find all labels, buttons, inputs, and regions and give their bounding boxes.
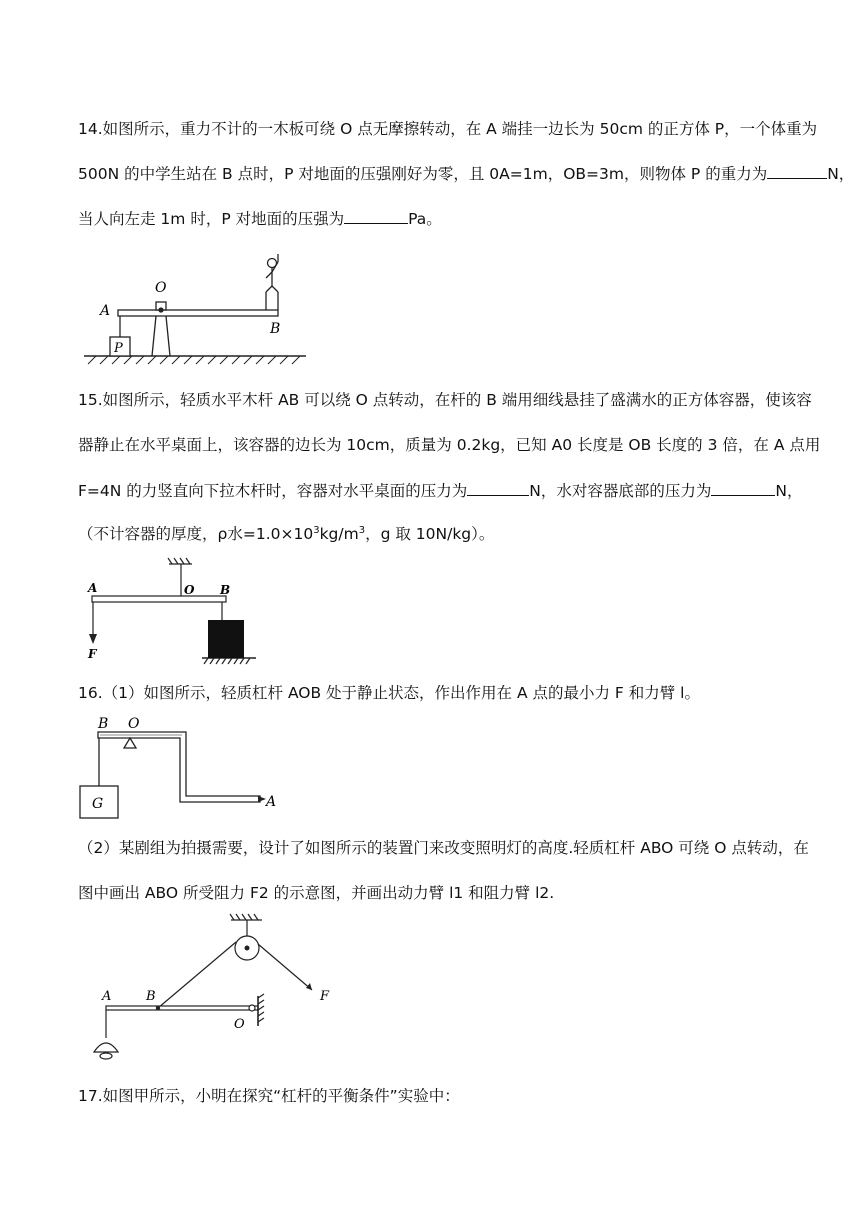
q15-line-4-text: （不计容器的厚度，ρ水=1.0×10 — [78, 525, 314, 543]
q14-blank-2[interactable] — [344, 208, 408, 224]
q15-line-4-end: ，g 取 10N/kg）。 — [365, 525, 495, 543]
q15-label-f: F — [88, 647, 97, 661]
q15-label-a: A — [88, 581, 98, 595]
q16-label-g: G — [92, 796, 104, 812]
q16-part-2-line-2: 图中画出 ABO 所受阻力 F2 的示意图，并画出动力臂 l1 和阻力臂 l2. — [78, 884, 555, 902]
q15-blank-2[interactable] — [711, 480, 775, 496]
q14-label-o: O — [155, 280, 167, 296]
q15-line-3-unit: N， — [775, 482, 803, 500]
q14-line-3 — [78, 208, 790, 229]
q15-line-3 — [78, 480, 803, 501]
q15-line-3-mid: N，水对容器底部的压力为 — [529, 482, 712, 500]
q14-label-p: P — [114, 341, 123, 356]
q16-label-a: A — [266, 794, 277, 810]
q16-label-o: O — [128, 716, 140, 732]
q15-line-1: 15.如图所示，轻质水平木杆 AB 可以绕 O 点转动，在杆的 B 端用细线悬挂了盛满水的正方体容器，使该容 — [78, 391, 812, 409]
q16-fig2-label-f: F — [320, 989, 330, 1004]
q14-label-a: A — [100, 303, 111, 319]
q14-line-2 — [78, 163, 855, 184]
q14-line-3-unit: Pa。 — [408, 210, 442, 228]
q15-label-o: O — [184, 583, 195, 597]
q16-figure-2 — [88, 914, 358, 1074]
q15-label-b: B — [220, 583, 231, 597]
q16-fig2-label-o: O — [234, 1017, 245, 1032]
q14-line-2-text: 500N 的中学生站在 B 点时，P 对地面的压强刚好为零，且 0A=1m，OB=3m，则物体 P 的重力为 — [78, 165, 768, 183]
q15-line-3-text: F=4N 的力竖直向下拉木杆时，容器对水平桌面的压力为 — [78, 482, 468, 500]
q15-sup-1: 3 — [313, 524, 320, 536]
q14-figure — [80, 248, 310, 368]
q15-line-4 — [78, 524, 790, 544]
q14-label-b: B — [270, 321, 281, 337]
q16-label-b: B — [98, 716, 109, 732]
q16-part-2-line-1: （2）某剧组为拍摄需要，设计了如图所示的装置门来改变照明灯的高度.轻质杠杆 ABO 可绕 O 点转动，在 — [78, 839, 809, 857]
q15-blank-1[interactable] — [467, 480, 529, 496]
q14-line-2-unit: N， — [827, 165, 855, 183]
q14-blank-1[interactable] — [767, 163, 827, 179]
q16-fig2-label-a: A — [102, 989, 112, 1004]
q14-line-3-text: 当人向左走 1m 时，P 对地面的压强为 — [78, 210, 345, 228]
q16-part-1: 16.（1）如图所示，轻质杠杆 AOB 处于静止状态，作出作用在 A 点的最小力 F 和力臂 l。 — [78, 684, 700, 702]
q15-figure — [84, 558, 264, 668]
q15-sup-2: 3 — [358, 524, 366, 536]
q17-line-1: 17.如图甲所示，小明在探究“杠杆的平衡条件”实验中： — [78, 1087, 460, 1105]
q14-line-1: 14.如图所示，重力不计的一木板可绕 O 点无摩擦转动，在 A 端挂一边长为 50cm 的正方体 P，一个体重为 — [78, 120, 818, 138]
q15-line-4-mid: kg/m — [319, 525, 359, 543]
q16-figure-1 — [78, 712, 278, 822]
q16-fig2-label-b: B — [146, 989, 156, 1004]
q15-line-2: 器静止在水平桌面上，该容器的边长为 10cm，质量为 0.2kg，已知 A0 长度是 OB 长度的 3 倍，在 A 点用 — [78, 436, 821, 454]
